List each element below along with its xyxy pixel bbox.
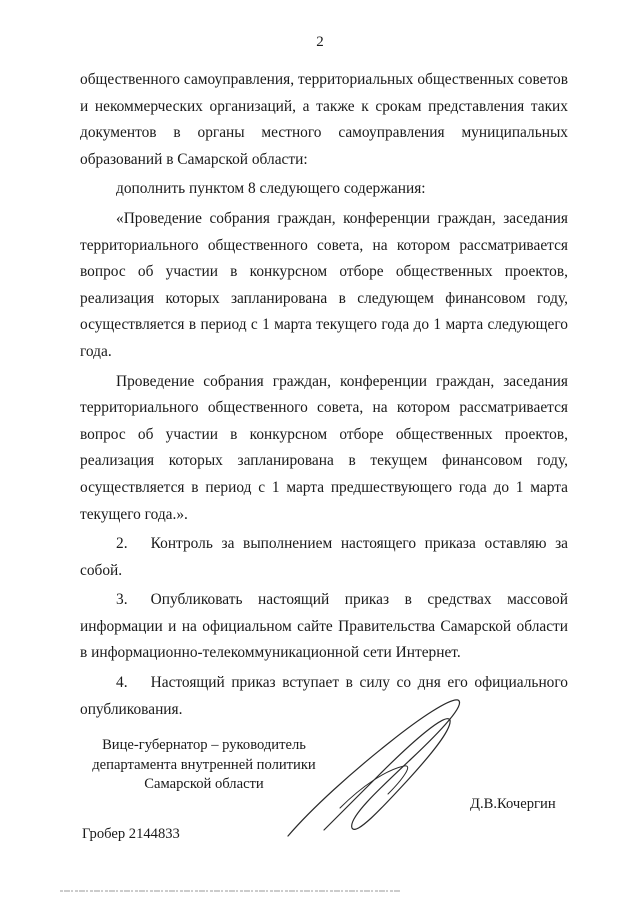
signatory-position-line-1: Вице-губернатор – руководитель	[102, 737, 306, 753]
paragraph-item-3: 3. Опубликовать настоящий приказ в средствах массовой информации и на официальном сайте Правительства Самарской области в информационно-телекоммуникационной сети Интернет.	[80, 591, 568, 662]
signatory-name: Д.В.Кочергин	[470, 796, 556, 812]
page-number: 2	[316, 34, 324, 50]
document-body	[80, 67, 568, 723]
executor-info: Гробер 2144833	[82, 826, 180, 842]
handwritten-signature	[282, 690, 472, 842]
signatory-position-line-3: Самарской области	[144, 776, 264, 792]
signatory-position-line-2: департамента внутренней политики	[92, 756, 316, 773]
paragraph-item-2: 2. Контроль за выполнением настоящего приказа оставляю за собой.	[80, 535, 568, 579]
paragraph-quote-2: Проведение собрания граждан, конференции граждан, заседания территориального общественного совета, на котором рассматривается вопрос об участии в конкурсном отборе общественных проектов, реализация которых запланирована в текущем финансовом году, осуществляется в период с 1 марта предшествующего года до 1 марта текущего года.».	[80, 372, 568, 523]
scan-artifact-line	[60, 886, 400, 896]
paragraph-quote-1: «Проведение собрания граждан, конференции граждан, заседания территориального общественного совета, на котором рассматривается вопрос об участии в конкурсном отборе общественных проектов, реализация которых запланирована в следующем финансовом году, осуществляется в период с 1 марта текущего года до 1 марта следующего года.	[80, 209, 568, 360]
paragraph-intro: общественного самоуправления, территориальных общественных советов и некоммерческих организаций, а также к срокам представления таких документов в органы местного самоуправления муниципальных образований в Самарской области:	[80, 71, 568, 168]
paragraph-amend: дополнить пунктом 8 следующего содержания:	[116, 180, 426, 198]
paragraph-item-4: 4. Настоящий приказ вступает в силу со дня его официального опубликования.	[80, 674, 568, 718]
